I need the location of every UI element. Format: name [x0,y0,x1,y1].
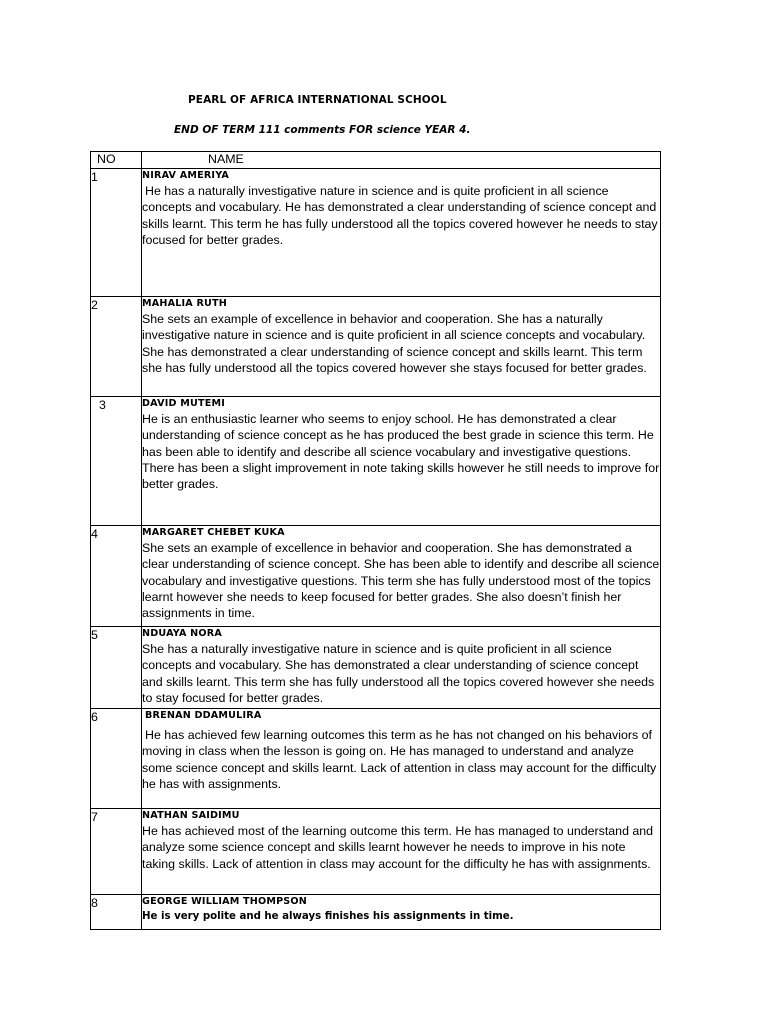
table-row [91,169,661,297]
school-name: PEARL OF AFRICA INTERNATIONAL SCHOOL [188,94,447,106]
student-cell [142,627,661,709]
table-row [91,627,661,709]
student-cell [142,809,661,895]
row-number: 5 [91,627,142,709]
student-name: NDUAYA NORA [142,628,222,639]
student-name: GEORGE WILLIAM THOMPSON [142,896,308,907]
student-comment: He has achieved few learning outcomes this term as he has not changed on his behaviors of moving in class when the lesson is going on. He has managed to understand and analyze some science concept and skills learnt. Lack of attention in class may account for the difficulty he has with assignments. [142,728,657,791]
table-row [91,809,661,895]
row-number: 4 [91,526,142,627]
student-comment: He has achieved most of the learning outcome this term. He has managed to understand and analyze some science concept and skills learnt however he needs to improve in his note taking skills. Lack of attention in class may account for the difficulty he has with assignments. [142,824,654,871]
student-comment: He is an enthusiastic learner who seems to enjoy school. He has demonstrated a clear understanding of science concept as he has produced the best grade in science this term. He has been able to identify and describe all science vocabulary and investigative questions. There has been a slight improvement in note taking skills however he still needs to improve for better grades. [142,412,660,492]
table-row [91,526,661,627]
student-comment: He has a naturally investigative nature in science and is quite proficient in all science concepts and vocabulary. He has demonstrated a clear understanding of science concept and skills learnt. This term he has fully understood all the topics covered however he needs to stay focused for better grades. [142,184,658,247]
student-name: BRENAN DDAMULIRA [145,710,262,721]
student-name: NIRAV AMERIYA [142,170,230,181]
table-row [91,397,661,526]
row-number: 7 [91,809,142,895]
student-cell [142,895,661,930]
row-number: 2 [91,297,142,397]
student-name: DAVID MUTEMI [142,398,225,409]
row-number: 6 [91,709,142,809]
student-cell [142,297,661,397]
student-cell [142,169,661,297]
student-comment: She has a naturally investigative nature in science and is quite proficient in all science concepts and vocabulary. She has demonstrated a clear understanding of science concept and skills learnt. This term she has fully understood all the topics covered however she needs to stay focused for better grades. [142,642,655,705]
student-name: MARGARET CHEBET KUKA [142,527,285,538]
comments-table [90,151,661,930]
document-subtitle: END OF TERM 111 comments FOR science YEAR 4. [174,124,471,136]
row-number: 8 [91,895,142,930]
student-name: NATHAN SAIDIMU [142,810,240,821]
student-comment: He is very polite and he always finishes his assignments in time. [142,911,514,922]
table-row [91,297,661,397]
row-number: 3 [91,397,142,526]
table-header-row [91,152,661,169]
column-header-name: NAME [142,152,661,169]
column-header-no: NO [91,152,142,169]
student-cell [142,397,661,526]
student-cell [142,526,661,627]
student-cell [142,709,661,809]
student-name: MAHALIA RUTH [142,298,228,309]
row-number: 1 [91,169,142,297]
table-row [91,895,661,930]
table-row [91,709,661,809]
student-comment: She sets an example of excellence in behavior and cooperation. She has a naturally investigative nature in science and is quite proficient in all science concepts and vocabulary. She has demonstrated a clear understanding of science concept and skills learnt. This term she has fully understood all the topics covered however she stays focused for better grades. [142,312,647,375]
student-comment: She sets an example of excellence in behavior and cooperation. She has demonstrated a clear understanding of science concept. She has been able to identify and describe all science vocabulary and investigative questions. This term she has fully understood most of the topics learnt however she needs to keep focused for better grades. She also doesn’t finish her assignments in time. [142,541,660,621]
